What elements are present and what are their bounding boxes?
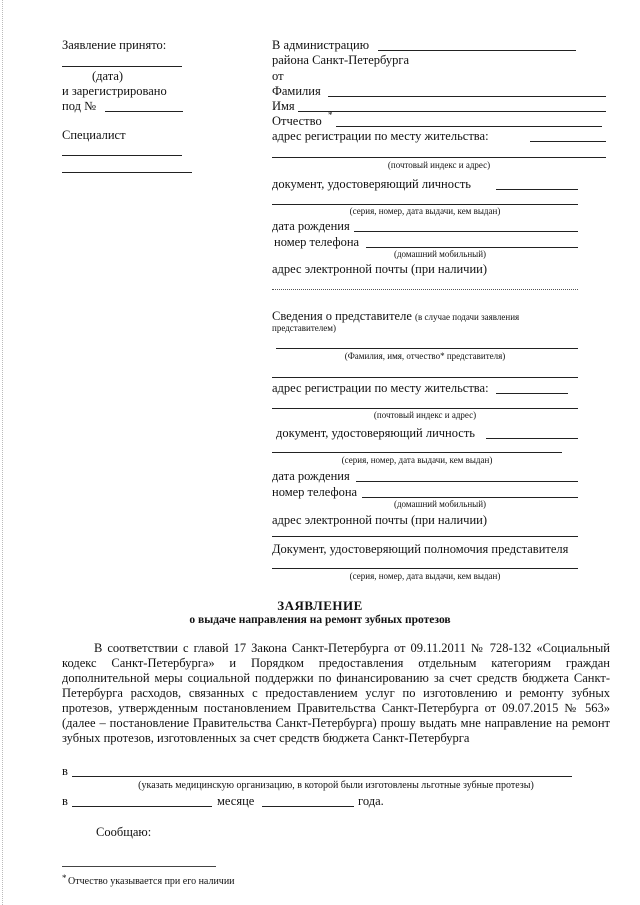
rep-email-label: адрес электронной почты (при наличии) (272, 513, 487, 527)
patronymic-asterisk: * (328, 110, 333, 120)
footnote-mark: * (62, 873, 67, 883)
hint-phone: (домашний мобильный) (393, 249, 487, 259)
reg-address-field-2[interactable] (272, 157, 606, 158)
rep-email-field[interactable] (272, 536, 578, 537)
hint-series: (серия, номер, дата выдачи, кем выдан) (349, 206, 501, 216)
reg-number-field[interactable] (105, 111, 183, 112)
rep-phone-label: номер телефона (272, 485, 358, 499)
rep-hint-series-2: (серия, номер, дата выдачи, кем выдан) (349, 571, 501, 581)
hint-fio: (Фамилия, имя, отчество* представителя) (344, 351, 506, 361)
specialist-field-2[interactable] (62, 172, 192, 173)
patronymic-field[interactable] (336, 126, 602, 127)
phone-label: номер телефона (274, 235, 360, 249)
rep-id-doc-field-1[interactable] (486, 438, 578, 439)
org-in-label: в (62, 764, 68, 778)
birth-date-field[interactable] (354, 231, 578, 232)
reg-address-field-1[interactable] (530, 141, 606, 142)
accepted-label: Заявление принято: (62, 38, 167, 52)
from-label: от (272, 69, 284, 83)
authority-doc-field[interactable] (272, 568, 578, 569)
rep-info-note: представителем) (272, 323, 336, 333)
month-field[interactable] (262, 806, 354, 807)
patronymic-label: Отчество (272, 114, 322, 128)
birth-date-label: дата рождения (272, 219, 350, 233)
surname-field[interactable] (328, 96, 606, 97)
authority-doc-label: Документ, удостоверяющий полномочия представителя (272, 542, 569, 556)
date-label: (дата) (92, 69, 124, 83)
period-in-label: в (62, 794, 68, 808)
rep-info-label: Сведения о представителе (в случае подачи заявления (272, 309, 520, 323)
document-title: ЗАЯВЛЕНИЕ (277, 598, 363, 613)
specialist-field-1[interactable] (62, 155, 182, 156)
year-made-field[interactable] (72, 806, 212, 807)
statement-paragraph: В соответствии с главой 17 Закона Санкт-Петербурга от 09.11.2011 № 728-132 «Социальный кодекс Санкт-Петербурга» и Порядком предоставления отдельным категориям граждан дополнительной меры социальной поддержки по финансированию за счет средств бюджета Санкт-Петербурга расходов, связанных с предоставлением услуг по изготовлению и ремонту зубных протезов, утвержденным постановлением Правительства Санкт-Петербурга от 09.07.2015 № 563» (далее – постановление Правительства Санкт-Петербурга) прошу выдать мне направление на ремонт зубных протезов, изготовленных за счет средств бюджета Санкт-Петербурга (62, 641, 610, 745)
id-doc-field-2[interactable] (272, 204, 578, 205)
under-no-label: под № (62, 99, 96, 113)
rep-birth-date-field[interactable] (356, 481, 578, 482)
rep-fio-field[interactable] (276, 348, 578, 349)
rep-id-doc-field-2[interactable] (272, 452, 562, 453)
id-doc-field-1[interactable] (496, 189, 578, 190)
district-label: района Санкт-Петербурга (272, 53, 410, 67)
reg-address-label: адрес регистрации по месту жительства: (272, 129, 489, 143)
hint-postal: (почтовый индекс и адрес) (387, 160, 491, 170)
email-label: адрес электронной почты (при наличии) (272, 262, 487, 276)
to-admin-label: В администрацию (272, 38, 370, 52)
footnote-text: Отчество указывается при его наличии (68, 876, 235, 887)
date-field[interactable] (62, 66, 182, 67)
email-field[interactable] (272, 289, 578, 290)
phone-field[interactable] (366, 247, 578, 248)
name-label: Имя (272, 99, 295, 113)
rep-hint-series: (серия, номер, дата выдачи, кем выдан) (341, 455, 493, 465)
month-label: месяце (217, 794, 255, 808)
rep-reg-address-field-2[interactable] (272, 408, 578, 409)
rep-birth-date-label: дата рождения (272, 469, 350, 483)
registered-label: и зарегистрировано (62, 84, 167, 98)
year-label: года. (358, 794, 384, 808)
document-subtitle: о выдаче направления на ремонт зубных протезов (189, 614, 451, 626)
rep-reg-address-label: адрес регистрации по месту жительства: (272, 381, 489, 395)
inform-label: Сообщаю: (96, 825, 152, 839)
rep-hint-postal: (почтовый индекс и адрес) (373, 410, 477, 420)
id-doc-label: документ, удостоверяющий личность (272, 177, 472, 191)
rep-reg-address-field-1[interactable] (496, 393, 568, 394)
hint-org: (указать медицинскую организацию, в которой были изготовлены льготные зубные протезы) (138, 780, 534, 791)
rep-hint-phone: (домашний мобильный) (393, 499, 487, 509)
rep-phone-field[interactable] (362, 497, 578, 498)
rep-id-doc-label: документ, удостоверяющий личность (276, 426, 476, 440)
medical-org-field[interactable] (72, 776, 572, 777)
surname-label: Фамилия (272, 84, 321, 98)
admin-field[interactable] (378, 50, 576, 51)
scan-edge (2, 0, 3, 905)
specialist-label: Специалист (62, 128, 126, 142)
name-field[interactable] (298, 111, 606, 112)
footnote-separator (62, 866, 216, 867)
rep-extra-field[interactable] (272, 377, 578, 378)
